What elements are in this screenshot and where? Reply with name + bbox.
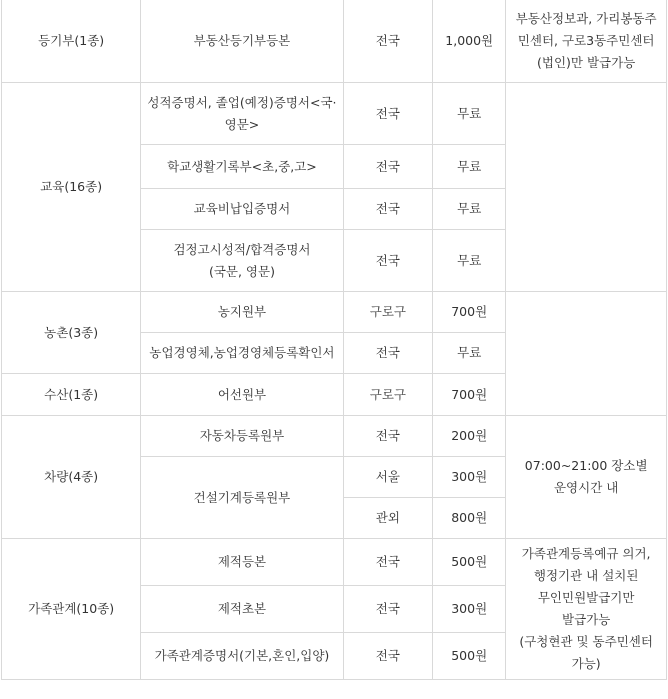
area-cell: 서울	[343, 457, 432, 498]
document-cell: 교육비납입증명서	[141, 189, 343, 230]
category-cell: 수산(1종)	[2, 374, 141, 416]
certificate-fee-table	[1, 0, 667, 680]
document-cell: 어선원부	[141, 374, 343, 416]
note-line: 부동산정보과, 가리봉동주	[515, 11, 657, 26]
table-row	[2, 0, 667, 83]
document-cell: 건설기계등록원부	[141, 457, 343, 539]
table-row	[2, 83, 667, 145]
note-line: 운영시간 내	[553, 480, 619, 495]
note-cell	[506, 539, 667, 680]
area-cell: 전국	[343, 0, 432, 83]
area-cell: 전국	[343, 83, 432, 145]
note-line: 발급가능	[562, 612, 611, 627]
area-cell: 관외	[343, 498, 432, 539]
fee-cell: 800원	[433, 498, 506, 539]
document-cell: 농지원부	[141, 292, 343, 333]
category-cell: 농촌(3종)	[2, 292, 141, 374]
fee-cell: 무료	[433, 230, 506, 292]
document-cell	[141, 230, 343, 292]
note-cell-empty	[506, 83, 667, 292]
area-cell: 전국	[343, 416, 432, 457]
document-line: 성적증명서, 졸업(예정)증명서<국·	[147, 94, 337, 110]
table-row	[2, 539, 667, 586]
note-cell	[506, 416, 667, 539]
fee-cell: 300원	[433, 457, 506, 498]
note-line: 행정기관 내 설치된	[533, 568, 639, 583]
document-cell: 부동산등기부등본	[141, 0, 343, 83]
category-cell: 가족관계(10종)	[2, 539, 141, 680]
table-row	[2, 416, 667, 457]
area-cell: 전국	[343, 333, 432, 374]
note-line: 무인민원발급기만	[537, 590, 635, 605]
document-cell: 농업경영체,농업경영체등록확인서	[141, 333, 343, 374]
note-line: 가족관계등록예규 의거,	[521, 546, 651, 561]
note-line: (구청현관 및 동주민센터	[519, 634, 653, 649]
note-line: 가능)	[571, 656, 601, 671]
fee-cell: 700원	[433, 374, 506, 416]
table-row	[2, 292, 667, 333]
fee-cell: 200원	[433, 416, 506, 457]
document-line: 검정고시성적/합격증명서	[173, 241, 311, 257]
area-cell: 구로구	[343, 374, 432, 416]
note-line: 민센터, 구로3동주민센터	[517, 33, 655, 48]
fee-cell: 300원	[433, 586, 506, 633]
fee-cell: 500원	[433, 633, 506, 680]
fee-cell: 500원	[433, 539, 506, 586]
area-cell: 구로구	[343, 292, 432, 333]
fee-cell: 700원	[433, 292, 506, 333]
note-cell	[506, 0, 667, 83]
document-line: 영문>	[224, 116, 260, 132]
category-cell: 교육(16종)	[2, 83, 141, 292]
document-line: (국문, 영문)	[208, 263, 275, 279]
document-cell: 학교생활기록부<초,중,고>	[141, 145, 343, 189]
note-line: 07:00~21:00 장소별	[524, 458, 648, 473]
document-cell	[141, 83, 343, 145]
area-cell: 전국	[343, 539, 432, 586]
area-cell: 전국	[343, 586, 432, 633]
fee-cell: 무료	[433, 145, 506, 189]
category-cell: 차량(4종)	[2, 416, 141, 539]
fee-cell: 무료	[433, 83, 506, 145]
area-cell: 전국	[343, 189, 432, 230]
area-cell: 전국	[343, 230, 432, 292]
fee-cell: 무료	[433, 333, 506, 374]
note-line: (법인)만 발급가능	[537, 55, 636, 70]
fee-cell: 무료	[433, 189, 506, 230]
document-cell: 제적등본	[141, 539, 343, 586]
area-cell: 전국	[343, 633, 432, 680]
fee-cell: 1,000원	[433, 0, 506, 83]
area-cell: 전국	[343, 145, 432, 189]
document-cell: 제적초본	[141, 586, 343, 633]
category-cell: 등기부(1종)	[2, 0, 141, 83]
document-cell: 가족관계증명서(기본,혼인,입양)	[141, 633, 343, 680]
document-cell: 자동차등록원부	[141, 416, 343, 457]
note-cell-empty	[506, 292, 667, 416]
